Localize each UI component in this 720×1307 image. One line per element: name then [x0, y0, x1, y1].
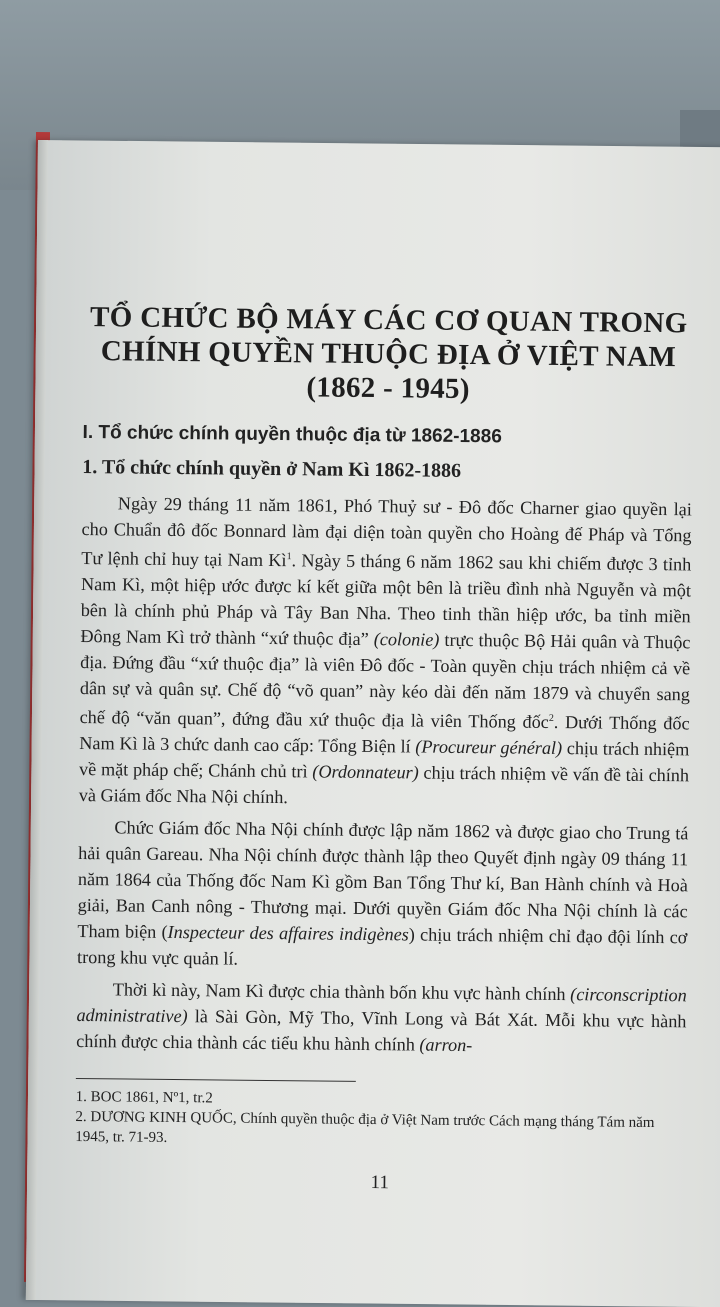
footnote-ref-1: 1: [286, 551, 292, 563]
p2-text-a: Chức Giám đốc Nha Nội chính được lập năm 1862 và được giao cho Trung tá hải quân Gareau. Nha Nội chính được thành lập theo Quyết định ngày 09 tháng 11 năm 1864 của Thống đốc Nam Kì gồm Ban Tổng Thư kí, Ban Hành chính và Hoà giải, Ban Canh nông - Thương mại. Dưới quyền Giám đốc Nha Nội chính là các Tham biện (: [77, 817, 689, 943]
footnote-2: 2. DƯƠNG KINH QUỐC, Chính quyền thuộc địa ở Việt Nam trước Cách mạng tháng Tám năm 1945, tr. 71-93.: [75, 1109, 655, 1147]
p1-text-a: Ngày 29 tháng 11 năm 1861, Phó Thuỷ sư - Đô đốc Charner giao quyền lại cho Chuẩn đô đốc Bonnard làm đại diện toàn quyền cho Hoàng đế Pháp và Tổng Tư lệnh chỉ huy tại Nam Kì: [81, 493, 692, 571]
chapter-title: [83, 300, 694, 408]
paragraph-3: [76, 976, 687, 1060]
title-line-2: CHÍNH QUYỀN THUỘC ĐỊA Ở VIỆT NAM: [100, 335, 677, 374]
subsection-heading: 1. Tổ chức chính quyền ở Nam Kì 1862-1886: [82, 455, 462, 482]
p2-text-b: ) chịu trách nhiệm chỉ đạo đội lính cơ trong khu vực quản lí.: [77, 924, 688, 969]
p1-text-e: chịu trách nhiệm về mặt pháp chế; Chánh chủ trì: [78, 738, 690, 782]
p1-text-c: trực thuộc Bộ Hải quân và Thuộc địa. Đứng đầu “xứ thuộc địa” là viên Đô đốc - Toàn quyền chịu trách nhiệm cả về dân sự và quân sự. Chế độ “võ quan” này kéo dài đến năm 1879 và chuyển sang chế độ “văn quan”, đứng đầu xứ thuộc địa là viên Thống đốc: [79, 629, 691, 733]
p1-text-b: . Ngày 5 tháng 6 năm 1862 sau khi chiếm được 3 tỉnh Nam Kì, một hiệp ước được kí kết giữa một bên là triều đình nhà Nguyễn và một bên là chính phủ Pháp và Tây Ban Nha. Theo tinh thần hiệp ước, ba tỉnh miền Đông Nam Kì trở thành “xứ thuộc địa”: [80, 550, 692, 650]
footnote-ref-2: 2: [548, 712, 554, 725]
page-number: 11: [370, 1172, 390, 1194]
page-content: [75, 300, 694, 1197]
title-line-3: (1862 - 1945): [306, 371, 470, 406]
title-line-1: TỔ CHỨC BỘ MÁY CÁC CƠ QUAN TRONG: [89, 301, 688, 340]
p1-italic-1: (colonie): [373, 629, 440, 650]
section-heading: I. Tổ chức chính quyền thuộc địa từ 1862-1886: [82, 421, 502, 448]
p3-text-a: Thời kì này, Nam Kì được chia thành bốn khu vực hành chính: [112, 979, 571, 1005]
p1-italic-2: (Procureur général): [415, 736, 563, 759]
p1-italic-3: (Ordonnateur): [312, 761, 419, 783]
paragraph-1: [79, 490, 692, 814]
footnote-1: 1. BOC 1861, Nº1, tr.2: [75, 1089, 213, 1107]
paragraph-2: [77, 814, 689, 976]
p2-italic-1: Inspecteur des affaires indigènes: [167, 922, 409, 945]
p3-italic-1: (circonscription administrative): [76, 984, 687, 1027]
p3-text-b: là Sài Gòn, Mỹ Tho, Vĩnh Long và Bát Xát. Mỗi khu vực hành chính được chia thành các tiểu khu hành chính: [76, 1006, 687, 1055]
footnote-divider: [76, 1078, 356, 1082]
p3-italic-2: (arron-: [419, 1034, 473, 1056]
p1-text-d: . Dưới Thống đốc Nam Kì là 3 chức danh cao cấp: Tổng Biện lí: [79, 712, 690, 757]
p1-text-f: chịu trách nhiệm về vấn đề tài chính và Giám đốc Nha Nội chính.: [78, 762, 690, 808]
